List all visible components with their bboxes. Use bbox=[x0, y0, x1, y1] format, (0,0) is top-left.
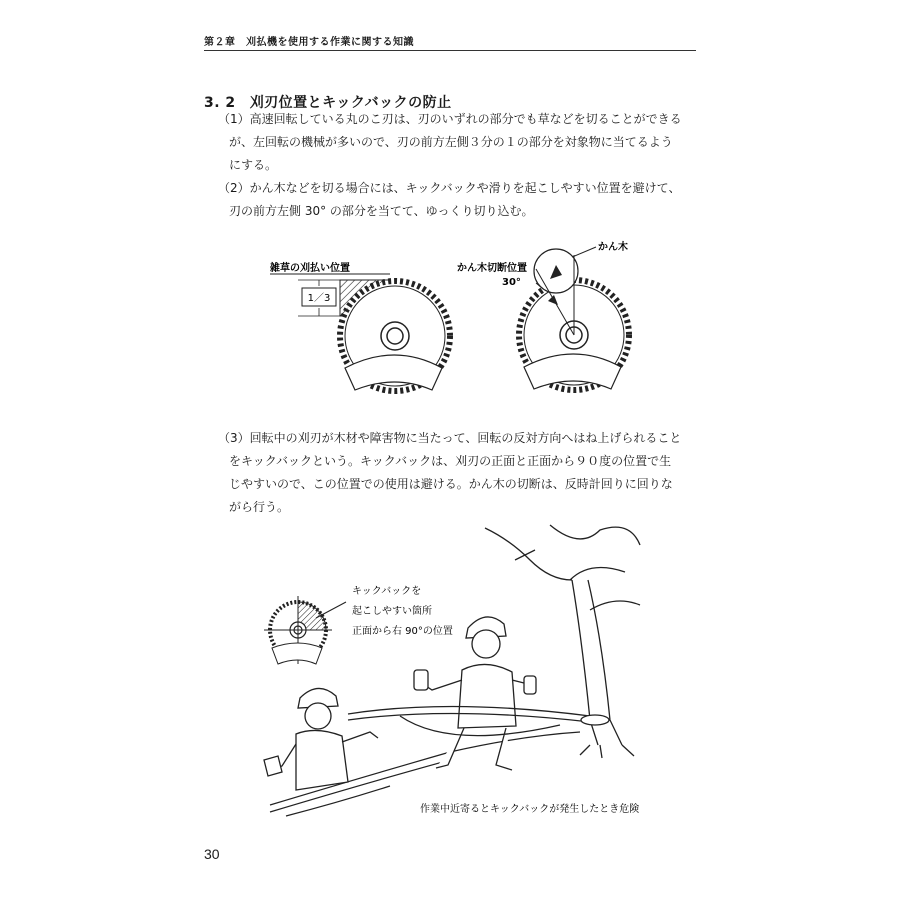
paragraph-2 bbox=[218, 177, 680, 223]
paragraph-line: （1）高速回転している丸のこ刃は、刃のいずれの部分でも草などを切ることができる bbox=[218, 112, 682, 126]
kickback-label-line: 正面から右 90°の位置 bbox=[352, 626, 453, 637]
diagram-left-title: 雑草の刈払い位置 bbox=[270, 263, 350, 274]
header-rule bbox=[204, 50, 696, 51]
paragraph-line: をキックバックという。キックバックは、刈刃の正面と正面から９０度の位置で生 bbox=[229, 454, 672, 468]
fraction-label: 1／3 bbox=[307, 293, 331, 304]
shrub-cutting-diagram bbox=[450, 235, 650, 405]
diagram-right-title: かん木切断位置 bbox=[457, 263, 527, 274]
paragraph-line: にする。 bbox=[229, 158, 278, 172]
paragraph-1 bbox=[218, 108, 682, 177]
paragraph-line: じやすいので、この位置での使用は避ける。かん木の切断は、反時計回りに回りな bbox=[229, 477, 673, 491]
bystander-figure bbox=[264, 688, 378, 790]
paragraph-line: 刃の前方左側 30° の部分を当てて、ゆっくり切り込む。 bbox=[229, 204, 534, 218]
chapter-header: 第２章 刈払機を使用する作業に関する知識 bbox=[204, 37, 414, 48]
kickback-label-line: 起こしやすい箇所 bbox=[352, 606, 432, 617]
shrub-label: かん木 bbox=[598, 242, 628, 253]
section-number: 3. 2 bbox=[204, 95, 236, 111]
kickback-label-line: キックバックを bbox=[352, 586, 422, 597]
page-number: 30 bbox=[204, 846, 220, 862]
grass-cutting-diagram bbox=[250, 250, 450, 410]
illustration-caption: 作業中近寄るとキックバックが発生したとき危険 bbox=[420, 804, 640, 815]
kickback-inset-blade bbox=[264, 596, 346, 664]
paragraph-3 bbox=[218, 427, 681, 519]
section-title-text: 刈刃位置とキックバックの防止 bbox=[249, 95, 452, 111]
paragraph-line: が、左回転の機械が多いので、刃の前方左側３分の１の部分を対象物に当てるよう bbox=[229, 135, 673, 149]
paragraph-line: （3）回転中の刈刃が木材や障害物に当たって、回転の反対方向へはね上げられること bbox=[218, 431, 682, 445]
kickback-illustration bbox=[250, 520, 670, 830]
paragraph-line: がら行う。 bbox=[229, 500, 290, 514]
paragraph-line: （2）かん木などを切る場合には、キックバックや滑りを起こしやすい位置を避けて、 bbox=[218, 181, 681, 195]
angle-label: 30° bbox=[502, 277, 521, 288]
